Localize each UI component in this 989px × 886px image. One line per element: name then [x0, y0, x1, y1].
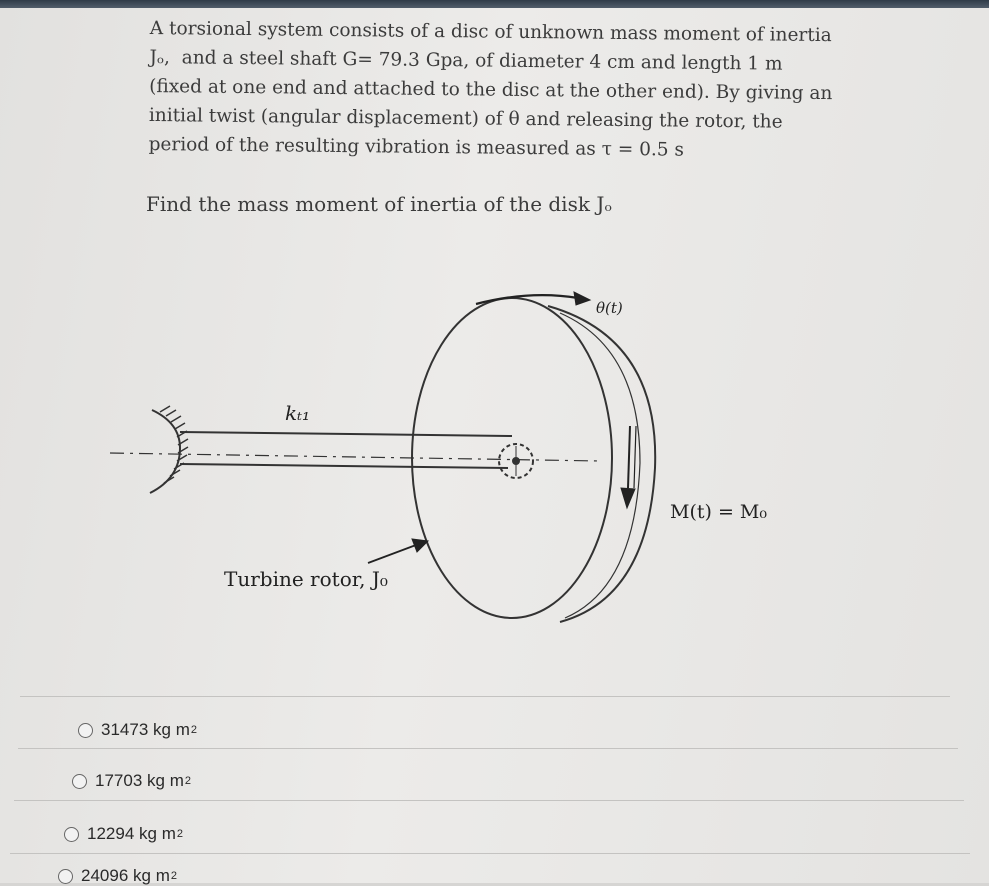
torsional-system-diagram [0, 8, 989, 708]
option-value: 24096 [81, 866, 129, 885]
question-line-2: Jₒ, and a steel shaft G= 79.3 Gpa, of diameter 4 cm and length 1 m [149, 46, 783, 75]
option-value: 12294 [87, 824, 135, 843]
radio-button[interactable] [58, 869, 73, 884]
moment-arrow [621, 426, 636, 508]
radio-button[interactable] [78, 723, 93, 738]
answer-option-2[interactable] [72, 771, 191, 791]
question-panel [0, 8, 989, 883]
option-power: 2 [170, 870, 177, 882]
divider [18, 748, 958, 749]
question-line-3: (fixed at one end and attached to the disc at the other end). By giving an [149, 75, 833, 105]
answer-option-3[interactable] [64, 824, 183, 844]
option-power: 2 [190, 724, 197, 736]
option-value: 31473 [101, 720, 149, 739]
option-unit: kg m [139, 824, 176, 843]
question-line-1: A torsional system consists of a disc of unknown mass moment of inertia [149, 17, 832, 47]
applied-moment-label: M(t) = M₀ [670, 501, 767, 523]
angle-label: θ(t) [596, 299, 623, 317]
fixed-support [150, 406, 188, 493]
answer-option-4[interactable] [58, 866, 177, 886]
option-unit: kg m [133, 866, 170, 885]
radio-button[interactable] [64, 827, 79, 842]
question-prompt: Find the mass moment of inertia of the disk Jₒ [146, 192, 613, 216]
option-unit: kg m [147, 771, 184, 790]
rotation-arrow [476, 292, 590, 305]
question-line-4: initial twist (angular displacement) of θ and releasing the rotor, the [148, 104, 783, 133]
option-unit: kg m [153, 720, 190, 739]
shaft-stiffness-label: kₜ₁ [285, 401, 311, 425]
option-power: 2 [184, 775, 191, 787]
question-line-5: period of the resulting vibration is measured as τ = 0.5 s [148, 133, 685, 161]
divider [10, 853, 970, 854]
option-power: 2 [176, 828, 183, 840]
rotor-label: Turbine rotor, J₀ [224, 567, 388, 591]
option-value: 17703 [95, 771, 143, 790]
answer-option-1[interactable] [78, 720, 197, 740]
divider [20, 696, 950, 697]
radio-button[interactable] [72, 774, 87, 789]
divider [14, 800, 964, 801]
turbine-rotor-disc [412, 298, 655, 622]
rotor-pointer-arrow [368, 539, 428, 563]
